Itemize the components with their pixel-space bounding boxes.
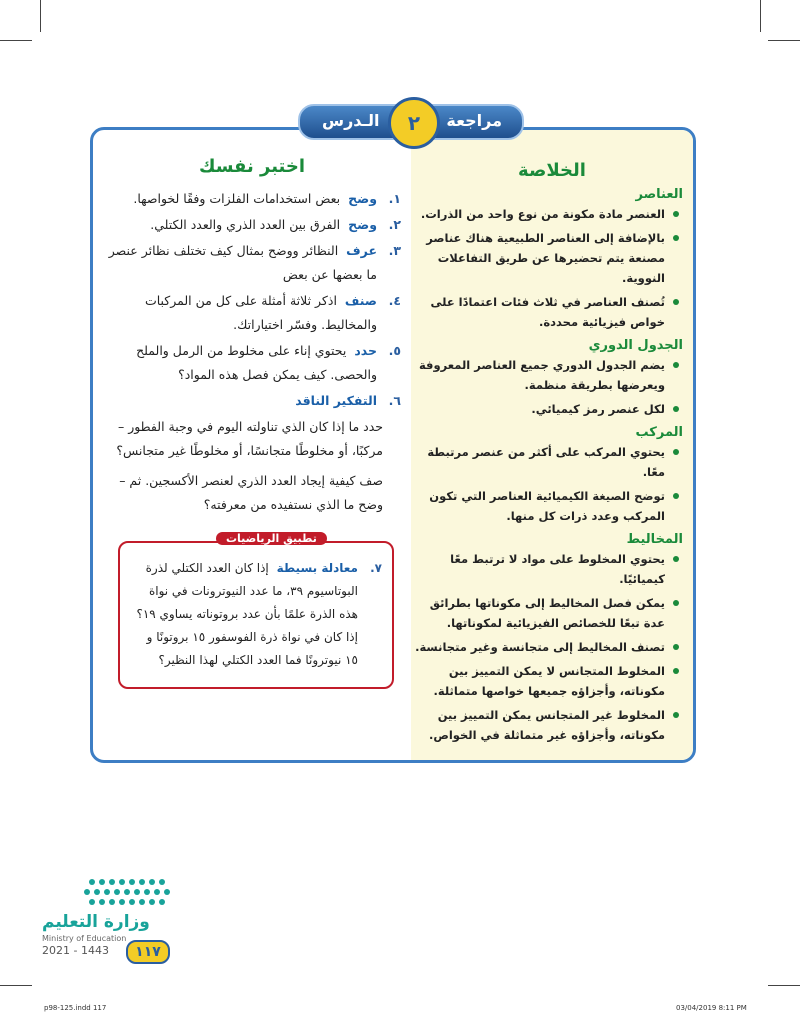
question-item [105, 389, 401, 413]
question-text: اذكر ثلاثة أمثلة على كل من المركبات والمخاليط. وفسّر اختياراتك. [144, 293, 377, 332]
question-item [105, 289, 401, 337]
question-text: بعض استخدامات الفلزات وفقًا لخواصها. [133, 191, 341, 206]
question-number: ٦. [388, 393, 401, 408]
math-text: إذا كان العدد الكتلي لذرة البوتاسيوم ٣٩، ما عدد النيوترونات في نواة هذه الذرة علمًا بأن عدد بروتوناته يساوي ١٩؟ إذا كان في نواة ذرة الفوسفور ١٥ بروتونًا و ١٥ نيوترونًا فما العدد الكتلي لهذا النظير؟ [136, 561, 358, 667]
math-box [118, 532, 394, 689]
question-number: ٢. [388, 217, 401, 232]
summary-item: المخلوط المتجانس لا يمكن التمييز بين مكوناته، وأجزاؤه جميعها خواصها متماثلة. [415, 661, 679, 701]
question-verb: عرف [346, 243, 377, 258]
lesson-label: الـدرس [322, 111, 380, 130]
summary-heading: الجدول الدوري [588, 338, 683, 353]
ministry-name-en: Ministry of Education [42, 934, 127, 943]
print-date: 03/04/2019 8:11 PM [676, 1004, 747, 1012]
question-item [105, 187, 401, 211]
question-item [105, 339, 401, 387]
question-number: ١. [388, 191, 401, 206]
crop-mark [40, 0, 41, 32]
question-text: يحتوي إناء على مخلوط من الرمل والملح والحصى. كيف يمكن فصل هذه المواد؟ [136, 343, 377, 382]
summary-list [411, 549, 693, 745]
summary-item: العنصر مادة مكونة من نوع واحد من الذرات. [415, 204, 679, 224]
summary-item: المخلوط غير المتجانس يمكن التمييز بين مكوناته، وأجزاؤه غير متماثلة في الخواص. [415, 705, 679, 745]
question-list [105, 187, 401, 413]
logo-dots-icon [42, 876, 192, 916]
question-item [105, 239, 401, 287]
math-verb: معادلة بسيطة [276, 561, 358, 575]
question-verb: وضح [348, 191, 377, 206]
question-number: ٤. [388, 293, 401, 308]
summary-title: الخلاصة [518, 160, 586, 181]
summary-item: يضم الجدول الدوري جميع العناصر المعروفة ويعرضها بطريقة منظمة. [415, 355, 679, 395]
summary-panel [411, 130, 693, 760]
summary-item: تصنف المخاليط إلى متجانسة وغير متجانسة. [415, 637, 679, 657]
crop-mark [0, 40, 32, 41]
test-title: اختبر نفسك [198, 156, 306, 177]
page-number: ١١٧ [126, 940, 170, 964]
question-verb: التفكير الناقد [295, 393, 377, 408]
question-text: الفرق بين العدد الذري والعدد الكتلي. [150, 217, 341, 232]
math-num: ٧. [370, 561, 382, 575]
summary-heading: المركب [635, 425, 683, 440]
summary-list [411, 204, 693, 332]
summary-item: يحتوي المركب على أكثر من عنصر مرتبطة معًا. [415, 442, 679, 482]
question-verb: وضح [348, 217, 377, 232]
summary-item: لكل عنصر رمز كيميائي. [415, 399, 679, 419]
crop-mark [0, 985, 32, 986]
file-slug: p98-125.indd 117 [44, 1004, 107, 1012]
question-number: ٥. [388, 343, 401, 358]
lesson-ribbon [298, 104, 524, 140]
ministry-name-ar: وزارة التعليم [42, 912, 150, 932]
summary-item: توضح الصيغة الكيميائية العناصر التي تكون المركب وعدد ذرات كل منها. [415, 486, 679, 526]
summary-body [411, 187, 693, 745]
review-label: مراجعة [446, 111, 502, 130]
ministry-logo [42, 876, 192, 966]
crop-mark [768, 985, 800, 986]
question-item [105, 213, 401, 237]
summary-heading: المخاليط [626, 532, 683, 547]
crop-mark [768, 40, 800, 41]
crop-mark [760, 0, 761, 32]
critical-item: – صف كيفية إيجاد العدد الذري لعنصر الأكسجين. ثم وضح ما الذي نستفيده من معرفته؟ [119, 473, 383, 512]
summary-item: يحتوي المخلوط على مواد لا ترتبط معًا كيميائيًا. [415, 549, 679, 589]
question-verb: حدد [354, 343, 377, 358]
question-text: النظائر ووضح بمثال كيف تختلف نظائر عنصر ما بعضها عن بعض [108, 243, 377, 282]
summary-list [411, 355, 693, 419]
question-verb: صنف [344, 293, 377, 308]
summary-item: يمكن فصل المخاليط إلى مكوناتها بطرائق عدة تبعًا للخصائص الفيزيائية لمكوناتها. [415, 593, 679, 633]
summary-list [411, 442, 693, 526]
critical-item: – حدد ما إذا كان الذي تناولته اليوم في وجبة الفطور مركبًا، أو مخلوطًا متجانسًا، أو مخلوطًا غير متجانس؟ [116, 419, 383, 458]
question-number: ٣. [388, 243, 401, 258]
lesson-number: ٢ [388, 97, 440, 149]
summary-item: بالإضافة إلى العناصر الطبيعية هناك عناصر مصنعة يتم تحضيرها عن طريق التفاعلات النووية. [415, 228, 679, 288]
summary-item: تُصنف العناصر في ثلاث فئات اعتمادًا على خواص فيزيائية محددة. [415, 292, 679, 332]
edition-year: 2021 - 1443 [42, 944, 109, 957]
test-panel [93, 130, 411, 760]
summary-heading: العناصر [635, 187, 683, 202]
math-tag: تطبيق الرياضيات [216, 532, 327, 545]
review-frame [90, 127, 696, 763]
